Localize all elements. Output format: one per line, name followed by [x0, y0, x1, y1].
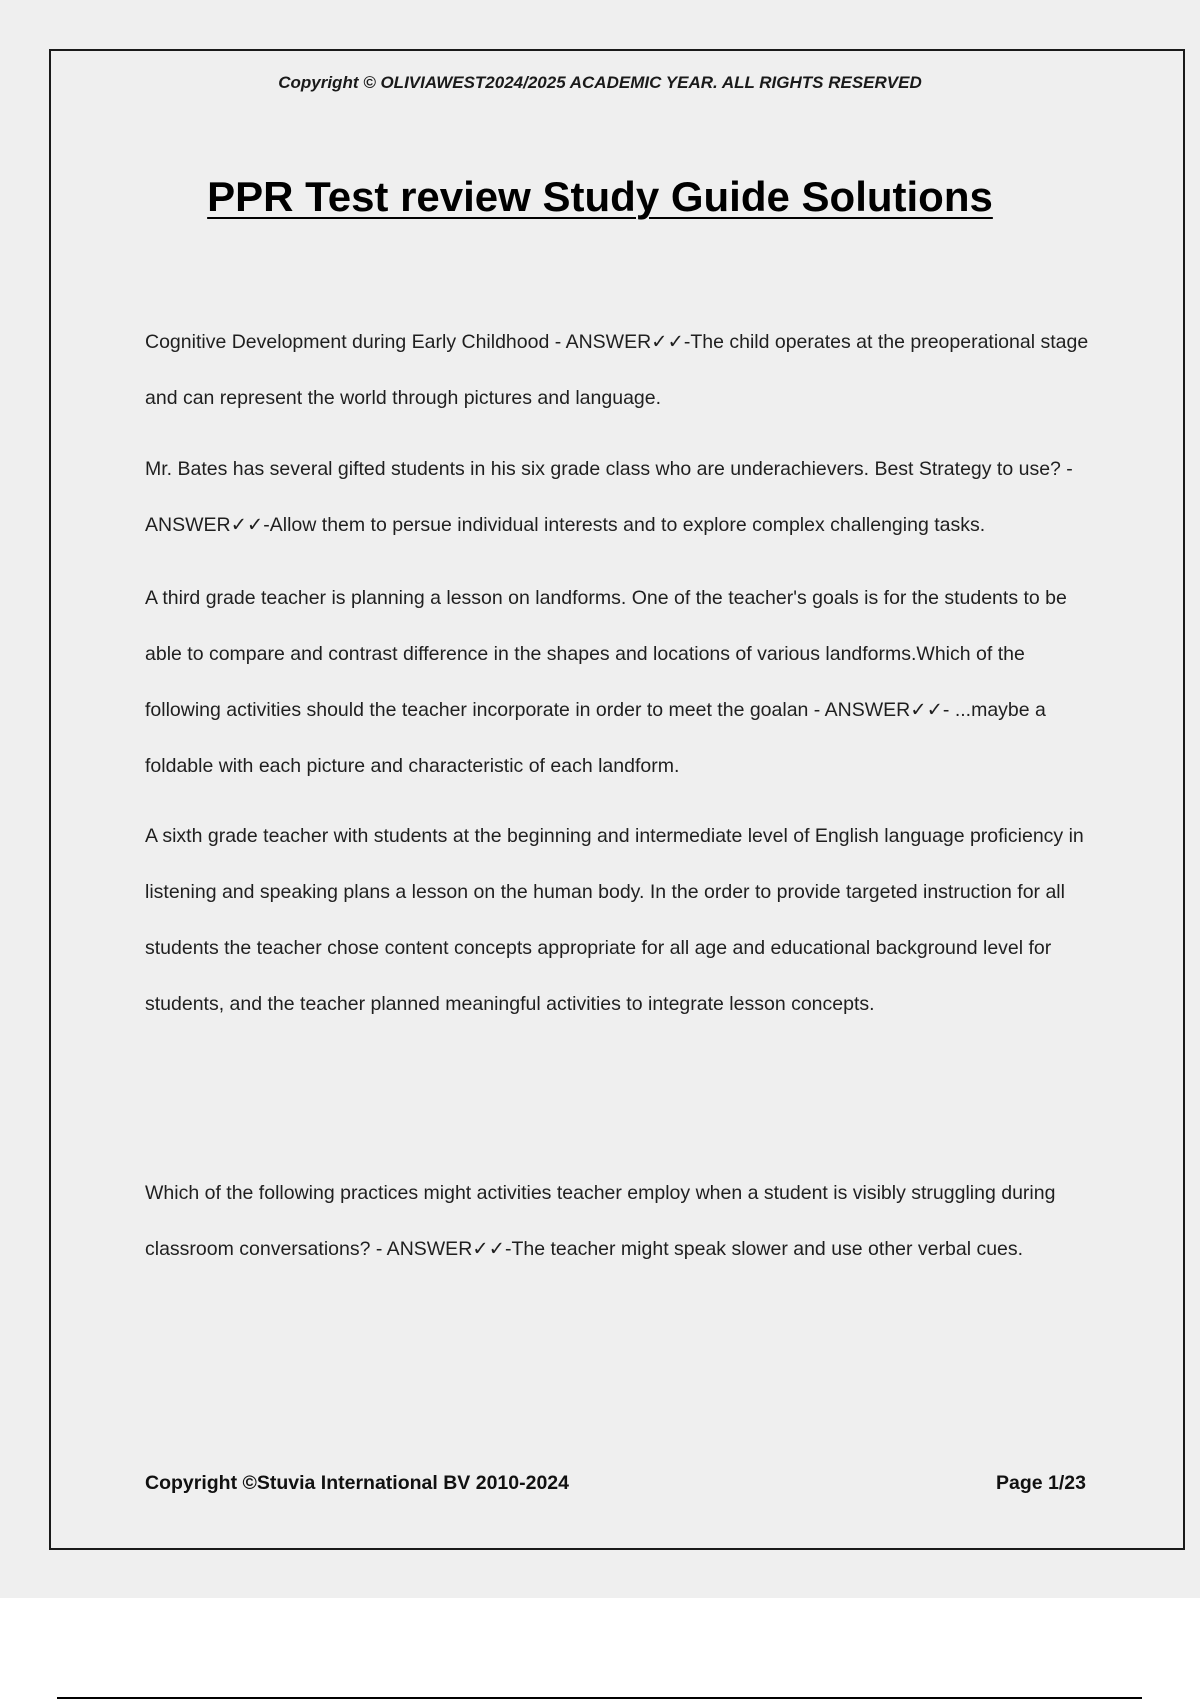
page-number: Page 1/23 [996, 1472, 1086, 1494]
bottom-divider [57, 1697, 1142, 1699]
paragraph-4 [145, 808, 1090, 1032]
document-title-text: PPR Test review Study Guide Solutions [207, 173, 993, 220]
paragraph-1 [145, 314, 1090, 426]
header-copyright: Copyright © OLIVIAWEST2024/2025 ACADEMIC YEAR. ALL RIGHTS RESERVED [278, 73, 922, 92]
page-frame [49, 49, 1185, 1550]
paragraph-2 [145, 441, 1090, 553]
document-title [0, 173, 1200, 221]
paragraph-2-text: Mr. Bates has several gifted students in his six grade class who are underachievers. Best Strategy to use? - ANSWER✓✓-Allow them to persue individual interests and to explore complex challenging tasks. [145, 458, 1073, 536]
footer-copyright: Copyright ©Stuvia International BV 2010-2024 [145, 1472, 569, 1494]
paragraph-4-text: A sixth grade teacher with students at the beginning and intermediate level of English language proficiency in listening and speaking plans a lesson on the human body. In the order to provide targeted instruction for all students the teacher chose content concepts appropriate for all age and educational background level for students, and the teacher planned meaningful activities to integrate lesson concepts. [145, 825, 1084, 1015]
paragraph-1-text: Cognitive Development during Early Childhood - ANSWER✓✓-The child operates at the preoperational stage and can represent the world through pictures and language. [145, 331, 1089, 409]
paragraph-5-text: Which of the following practices might activities teacher employ when a student is visibly struggling during classroom conversations? - ANSWER✓✓-The teacher might speak slower and use other verbal cues. [145, 1182, 1056, 1260]
paragraph-5 [145, 1165, 1090, 1277]
paragraph-3 [145, 570, 1090, 794]
paragraph-3-text: A third grade teacher is planning a lesson on landforms. One of the teacher's goals is for the students to be able to compare and contrast difference in the shapes and locations of various landforms.Which of the following activities should the teacher incorporate in order to meet the goalan - ANSWER✓✓- ...maybe a foldable with each picture and characteristic of each landform. [145, 587, 1067, 777]
